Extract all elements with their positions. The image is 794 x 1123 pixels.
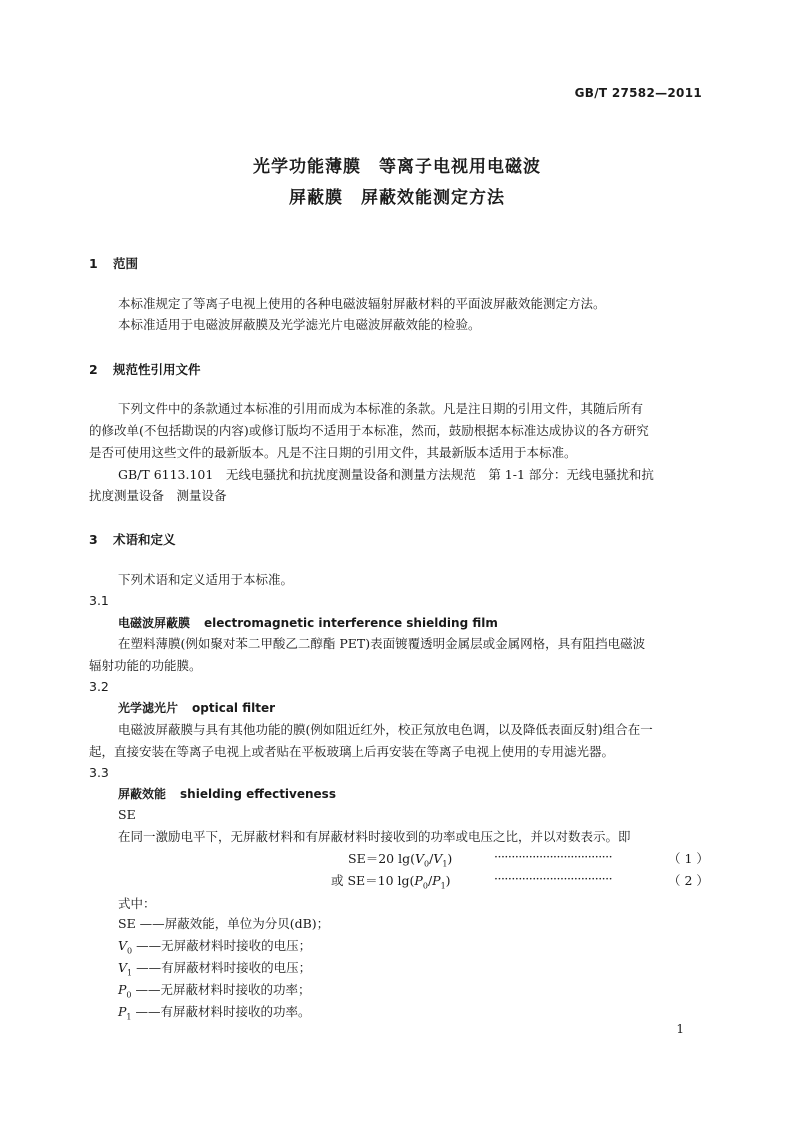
definition-3-3: 在同一激励电平下，无屏蔽材料和有屏蔽材料时接收到的功率或电压之比，并以对数表示。即 (118, 829, 631, 844)
definition-3-2-line-1: 电磁波屏蔽膜与具有其他功能的膜(例如阻近红外，校正氖放电色调，以及降低表面反射)组合在一 (118, 722, 653, 737)
term-3-3 (118, 785, 336, 802)
variable-definition: $P_1$ ——有屏蔽材料时接收的功率。 (118, 1004, 311, 1022)
variable-definition: SE ——屏蔽效能，单位为分贝(dB)； (118, 916, 330, 931)
section-2-paragraph-line-3: 是否可使用这些文件的最新版本。凡是不注日期的引用文件，其最新版本适用于本标准。 (89, 445, 577, 460)
equation-2: 或 SE＝10 $\lg(P_0/P_1)$ (331, 873, 451, 891)
equation-2-leader: ·································· (494, 871, 613, 886)
title-line-1: 光学功能薄膜 等离子电视用电磁波 (253, 157, 541, 177)
where-label: 式中： (118, 896, 156, 911)
equation-1: SE＝20 $\lg(V_0/V_1)$ (348, 851, 453, 869)
clause-3-2-number: 3.2 (89, 679, 109, 694)
equation-1-leader: ·································· (494, 849, 613, 864)
variable-definition: $V_1$ ——有屏蔽材料时接收的电压； (118, 960, 312, 978)
term-3-1 (118, 614, 498, 631)
equation-2-number: （ 2 ） (668, 873, 709, 888)
term-zh: 屏蔽效能 (118, 787, 167, 801)
definition-3-2-line-2: 起，直接安装在等离子电视上或者贴在平板玻璃上后再安装在等离子电视上使用的专用滤光器。 (89, 744, 615, 759)
section-3-heading (89, 530, 176, 548)
definition-3-1-line-2: 辐射功能的功能膜。 (89, 658, 202, 673)
term-en: optical filter (192, 701, 276, 715)
variable-definition: $P_0$ ——无屏蔽材料时接收的功率； (118, 982, 311, 1000)
title-line-2: 屏蔽膜 屏蔽效能测定方法 (289, 188, 505, 208)
term-3-3-abbreviation: SE (118, 807, 136, 822)
equation-1-number: （ 1 ） (668, 851, 709, 866)
term-3-2 (118, 699, 275, 716)
section-3-intro: 下列术语和定义适用于本标准。 (118, 572, 294, 587)
clause-3-3-number: 3.3 (89, 765, 109, 780)
term-zh: 电磁波屏蔽膜 (118, 616, 191, 630)
page-number: 1 (676, 1022, 684, 1036)
document-code: GB/T 27582—2011 (574, 86, 702, 100)
normative-reference-line-2: 扰度测量设备 测量设备 (89, 488, 227, 503)
variable-definition: $V_0$ ——无屏蔽材料时接收的电压； (118, 938, 312, 956)
term-en: electromagnetic interference shielding film (204, 616, 498, 630)
section-number: 1 (89, 256, 98, 271)
section-title: 规范性引用文件 (113, 362, 201, 377)
section-number: 3 (89, 532, 98, 547)
section-2-heading (89, 360, 201, 378)
section-number: 2 (89, 362, 98, 377)
term-zh: 光学滤光片 (118, 701, 179, 715)
section-1-paragraph-2: 本标准适用于电磁波屏蔽膜及光学滤光片电磁波屏蔽效能的检验。 (118, 317, 481, 332)
section-title: 范围 (113, 256, 139, 271)
section-title: 术语和定义 (113, 532, 176, 547)
definition-3-1-line-1: 在塑料薄膜(例如聚对苯二甲酸乙二醇酯 PET)表面镀覆透明金属层或金属网格，具有阻挡电磁波 (118, 636, 646, 651)
section-1-heading (89, 254, 138, 272)
section-1-paragraph-1: 本标准规定了等离子电视上使用的各种电磁波辐射屏蔽材料的平面波屏蔽效能测定方法。 (118, 296, 606, 311)
normative-reference-line-1: GB/T 6113.101 无线电骚扰和抗扰度测量设备和测量方法规范 第 1-1 部分：无线电骚扰和抗 (118, 467, 654, 482)
term-en: shielding effectiveness (180, 787, 336, 801)
clause-3-1-number: 3.1 (89, 593, 109, 608)
section-2-paragraph-line-1: 下列文件中的条款通过本标准的引用而成为本标准的条款。凡是注日期的引用文件，其随后所有 (118, 401, 644, 416)
section-2-paragraph-line-2: 的修改单(不包括勘误的内容)或修订版均不适用于本标准，然而，鼓励根据本标准达成协议的各方研究 (89, 423, 649, 438)
